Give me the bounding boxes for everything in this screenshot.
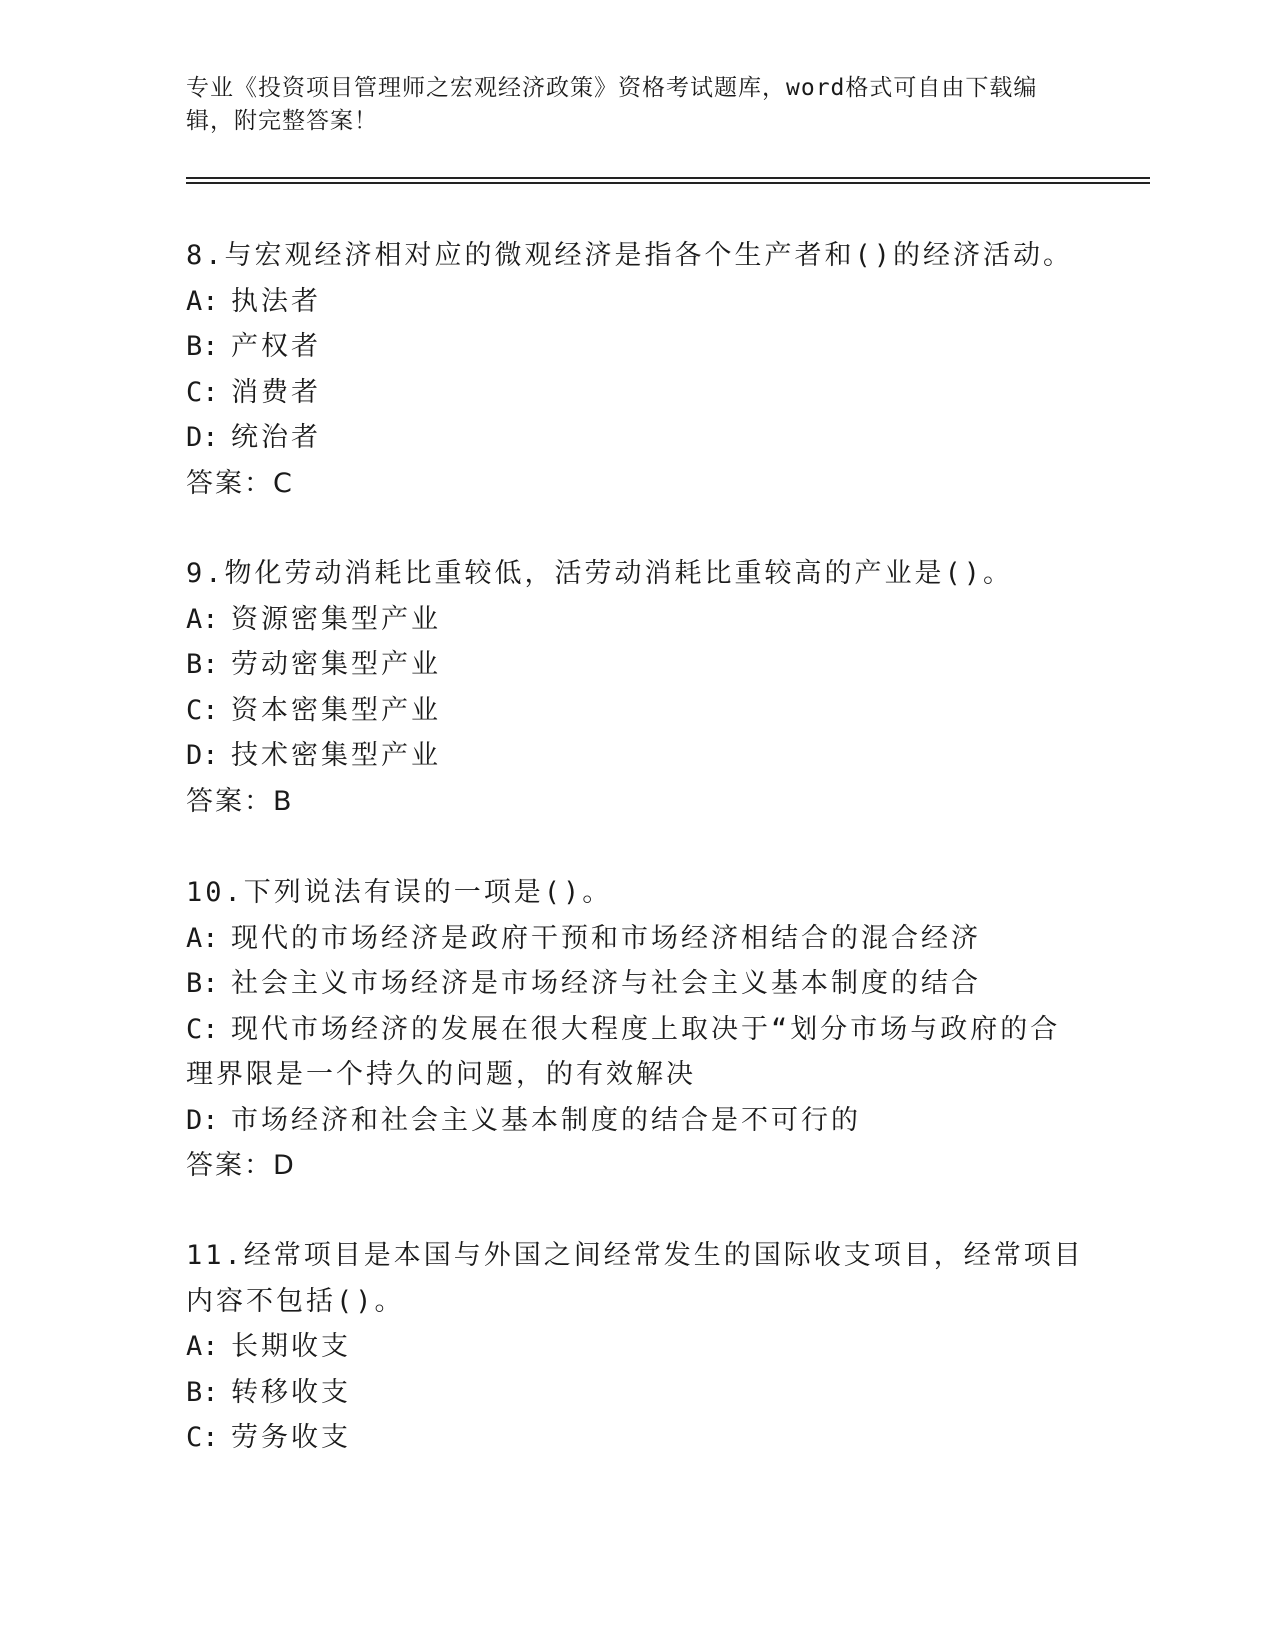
option-d — [186, 733, 1086, 779]
option-text: 消费者 — [231, 376, 321, 408]
option-text: 转移收支 — [231, 1376, 351, 1408]
option-text: 现代市场经济的发展在很大程度上取决于“划分市场与政府的合理界限是一个持久的问题，的有效解决 — [186, 1013, 1061, 1090]
option-text: 资本密集型产业 — [231, 694, 441, 726]
question-8 — [186, 233, 1086, 506]
question-stem: 11.经常项目是本国与外国之间经常发生的国际收支项目，经常项目内容不包括()。 — [186, 1240, 1084, 1317]
option-text: 技术密集型产业 — [231, 740, 441, 771]
option-a — [186, 916, 1086, 962]
option-key: C: — [186, 1422, 219, 1453]
question-9 — [186, 551, 1086, 824]
option-c — [186, 1007, 1086, 1098]
header-divider-top — [186, 177, 1150, 179]
option-key: B: — [186, 649, 219, 680]
option-b — [186, 324, 1086, 370]
answer-line: 答案：C — [186, 467, 294, 499]
question-stem: 8.与宏观经济相对应的微观经济是指各个生产者和()的经济活动。 — [186, 240, 1074, 271]
option-key: D: — [186, 740, 219, 771]
document-intro — [186, 72, 1066, 138]
option-c — [186, 370, 1086, 416]
answer-line: 答案：D — [186, 1150, 296, 1181]
option-text: 资源密集型产业 — [231, 603, 441, 635]
question-stem: 10.下列说法有误的一项是()。 — [186, 877, 613, 908]
question-10 — [186, 870, 1086, 1189]
option-key: C: — [186, 1013, 219, 1045]
question-11 — [186, 1233, 1086, 1461]
answer-line: 答案：B — [186, 785, 294, 817]
option-key: A: — [186, 285, 219, 317]
option-text: 执法者 — [231, 285, 321, 317]
option-b — [186, 642, 1086, 688]
option-b — [186, 961, 1086, 1007]
option-c — [186, 1415, 1086, 1461]
option-text: 劳动密集型产业 — [231, 649, 441, 680]
option-b — [186, 1370, 1086, 1416]
option-d — [186, 415, 1086, 461]
option-key: B: — [186, 331, 219, 362]
option-text: 长期收支 — [231, 1331, 351, 1362]
option-c — [186, 688, 1086, 734]
option-key: A: — [186, 603, 219, 635]
option-key: A: — [186, 1331, 219, 1362]
option-key: D: — [186, 1104, 219, 1136]
option-text: 统治者 — [231, 422, 321, 453]
option-key: D: — [186, 422, 219, 453]
option-a — [186, 597, 1086, 643]
option-text: 现代的市场经济是政府干预和市场经济相结合的混合经济 — [231, 922, 981, 954]
question-stem: 9.物化劳动消耗比重较低，活劳动消耗比重较高的产业是()。 — [186, 558, 1014, 589]
option-a — [186, 279, 1086, 325]
option-text: 产权者 — [231, 331, 321, 362]
option-text: 市场经济和社会主义基本制度的结合是不可行的 — [231, 1104, 861, 1136]
option-key: C: — [186, 694, 219, 726]
option-a — [186, 1324, 1086, 1370]
option-key: B: — [186, 1376, 219, 1408]
option-key: A: — [186, 922, 219, 954]
option-key: B: — [186, 968, 219, 999]
option-text: 劳务收支 — [231, 1422, 351, 1453]
option-text: 社会主义市场经济是市场经济与社会主义基本制度的结合 — [231, 968, 981, 999]
intro-text: 专业《投资项目管理师之宏观经济政策》资格考试题库，word格式可自由下载编辑，附完整答案！ — [186, 75, 1038, 134]
header-divider-bottom — [186, 182, 1150, 184]
option-d — [186, 1098, 1086, 1144]
option-key: C: — [186, 376, 219, 408]
